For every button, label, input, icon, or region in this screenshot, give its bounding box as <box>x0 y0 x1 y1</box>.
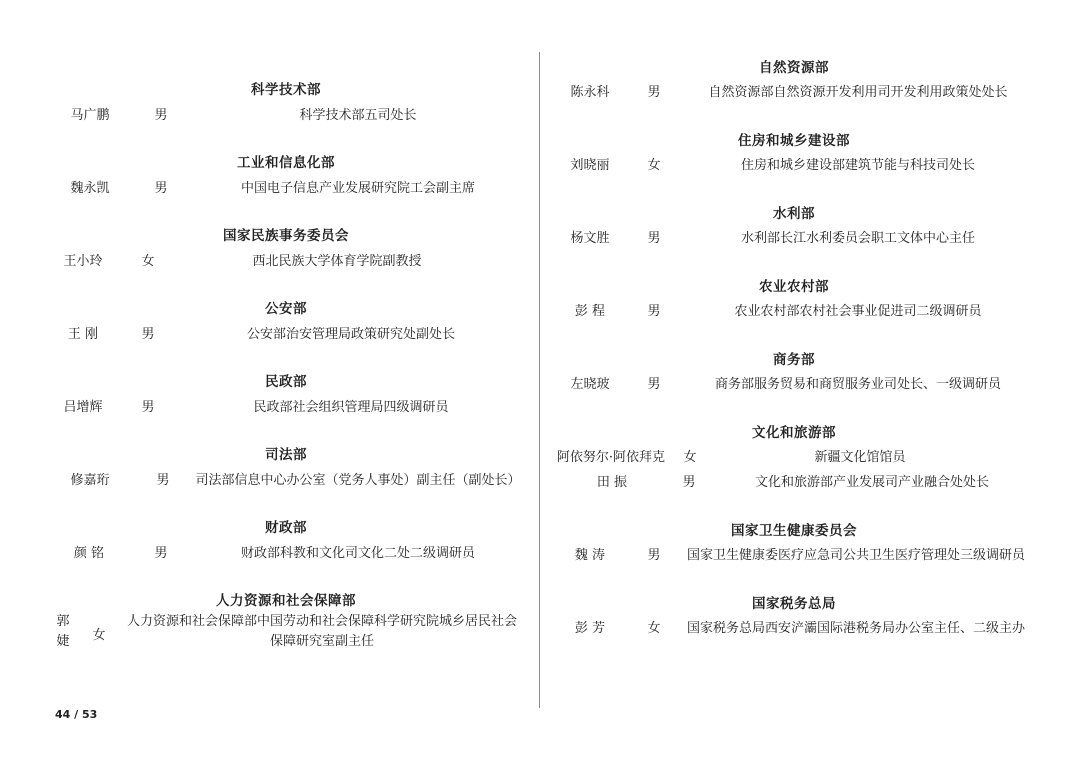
person-gender: 女 <box>92 628 106 643</box>
person-gender: 男 <box>154 181 168 196</box>
person-gender: 男 <box>647 377 661 392</box>
person-title: 文化和旅游部产业发展司产业融合处处长 <box>754 475 990 490</box>
person-gender: 男 <box>647 304 661 319</box>
person-title: 民政部社会组织管理局四级调研员 <box>253 400 449 415</box>
dept-heading: 司法部 <box>265 447 307 463</box>
person-name: 田 振 <box>596 475 628 490</box>
dept-heading: 财政部 <box>265 520 307 536</box>
person-name: 彭 程 <box>574 304 606 319</box>
person-title: 公安部治安管理局政策研究处副处长 <box>246 327 456 342</box>
person-gender: 女 <box>647 158 661 173</box>
person-name: 颜 铭 <box>73 546 105 561</box>
person-name: 彭 芳 <box>574 621 606 636</box>
person-title: 人力资源和社会保障部中国劳动和社会保障科学研究院城乡居民社会保障研究室副主任 <box>126 614 517 649</box>
person-name: 魏永凯 <box>70 181 110 196</box>
person-title: 国家税务总局西安浐灞国际港税务局办公室主任、二级主办 <box>686 621 1026 636</box>
person-title: 新疆文化馆馆员 <box>814 450 906 465</box>
page-indicator: 44 / 53 <box>55 708 98 721</box>
person-gender: 女 <box>647 621 661 636</box>
person-name: 刘晓丽 <box>570 158 610 173</box>
person-gender: 男 <box>682 475 696 490</box>
person-gender: 女 <box>683 450 697 465</box>
dept-heading: 国家民族事务委员会 <box>223 228 349 244</box>
person-title: 司法部信息中心办公室（党务人事处）副主任（副处长） <box>195 473 521 488</box>
person-name: 王 刚 <box>67 327 99 342</box>
person-title: 自然资源部自然资源开发利用司开发利用政策处处长 <box>708 85 1008 100</box>
column-divider <box>539 52 540 708</box>
person-title: 水利部长江水利委员会职工文体中心主任 <box>740 231 976 246</box>
person-gender: 男 <box>647 85 661 100</box>
person-title: 商务部服务贸易和商贸服务业司处长、一级调研员 <box>714 377 1002 392</box>
person-title: 科学技术部五司处长 <box>299 108 417 123</box>
dept-heading: 人力资源和社会保障部 <box>216 593 356 609</box>
dept-heading: 科学技术部 <box>251 82 321 98</box>
person-gender: 女 <box>141 254 155 269</box>
person-name: 郭婕 <box>56 614 70 649</box>
dept-heading: 商务部 <box>773 352 815 368</box>
person-title: 农业农村部农村社会事业促进司二级调研员 <box>734 304 982 319</box>
dept-heading: 自然资源部 <box>759 60 829 76</box>
person-gender: 男 <box>647 548 661 563</box>
person-name: 杨文胜 <box>570 231 610 246</box>
dept-heading: 农业农村部 <box>759 279 829 295</box>
dept-heading: 国家税务总局 <box>752 596 836 612</box>
person-gender: 男 <box>647 231 661 246</box>
person-title: 财政部科教和文化司文化二处二级调研员 <box>240 546 476 561</box>
person-title: 住房和城乡建设部建筑节能与科技司处长 <box>740 158 976 173</box>
person-name: 修嘉珩 <box>70 473 110 488</box>
person-title: 中国电子信息产业发展研究院工会副主席 <box>240 181 476 196</box>
person-title: 西北民族大学体育学院副教授 <box>252 254 422 269</box>
dept-heading: 公安部 <box>265 301 307 317</box>
person-gender: 男 <box>141 327 155 342</box>
person-gender: 男 <box>154 546 168 561</box>
dept-heading: 水利部 <box>773 206 815 222</box>
dept-heading: 住房和城乡建设部 <box>738 133 850 149</box>
person-name: 魏 涛 <box>574 548 606 563</box>
person-name: 王小玲 <box>63 254 103 269</box>
person-gender: 男 <box>154 108 168 123</box>
dept-heading: 民政部 <box>265 374 307 390</box>
person-title: 国家卫生健康委医疗应急司公共卫生医疗管理处三级调研员 <box>686 548 1026 563</box>
dept-heading: 工业和信息化部 <box>237 155 335 171</box>
dept-heading: 国家卫生健康委员会 <box>731 523 857 539</box>
person-name: 马广鹏 <box>70 108 110 123</box>
person-name: 阿依努尔·阿依拜克 <box>556 450 666 465</box>
person-gender: 男 <box>156 473 170 488</box>
person-gender: 男 <box>141 400 155 415</box>
person-name: 陈永科 <box>570 85 610 100</box>
person-name: 吕增辉 <box>63 400 103 415</box>
person-name: 左晓玻 <box>570 377 610 392</box>
dept-heading: 文化和旅游部 <box>752 425 836 441</box>
